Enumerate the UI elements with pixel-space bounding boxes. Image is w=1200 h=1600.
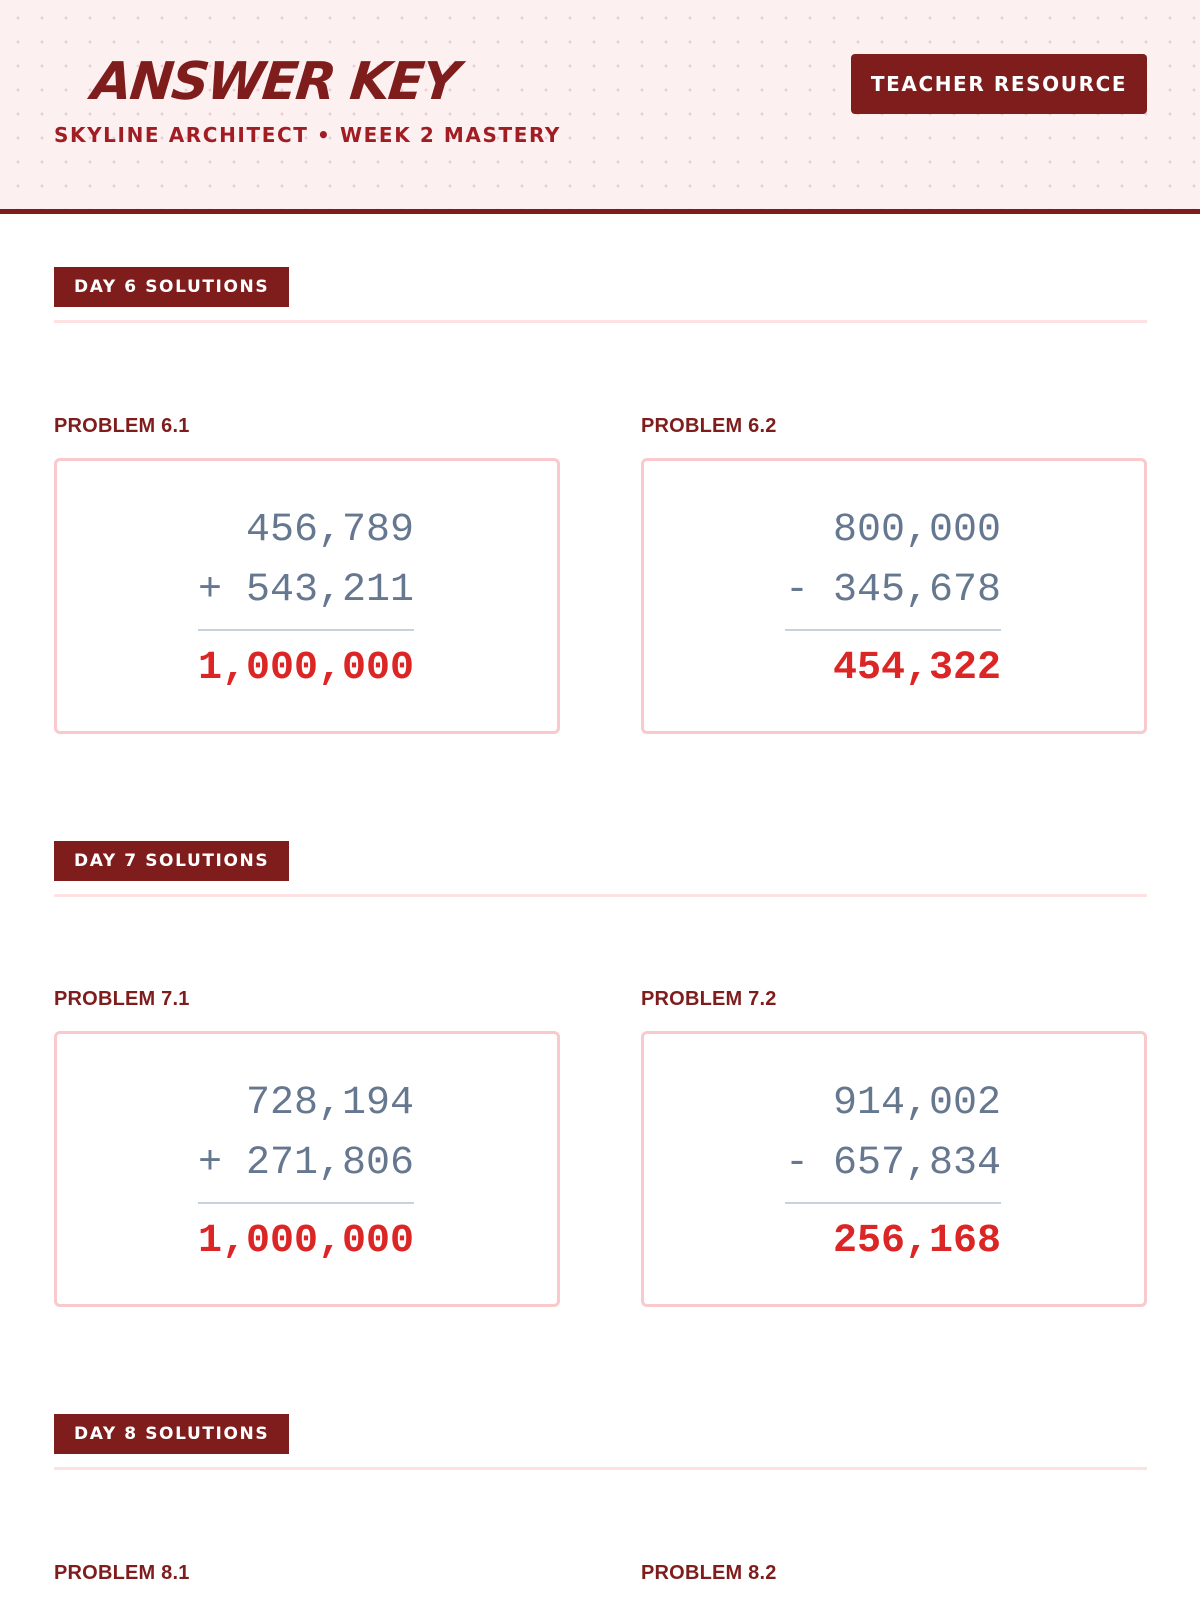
operator: - [785, 568, 810, 613]
bottom-operand: 543,211 [245, 568, 414, 613]
answer: 1,000,000 [198, 1219, 415, 1264]
bottom-operand: 271,806 [245, 1141, 414, 1186]
top-operand: 728,194 [245, 1081, 414, 1126]
answer: 454,322 [832, 646, 1001, 691]
teacher-resource-badge: TEACHER RESOURCE [851, 54, 1147, 114]
top-operand-row [785, 501, 1001, 561]
operator: - [785, 1141, 810, 1186]
problem-6-1-card [54, 458, 560, 734]
difference-line [785, 629, 1001, 631]
problem-6-1-label: PROBLEM 6.1 [54, 415, 190, 437]
day-6-divider [54, 320, 1147, 323]
bottom-operand-row [198, 1134, 414, 1194]
answer: 256,168 [832, 1219, 1001, 1264]
problem-7-2-arithmetic [785, 1074, 1001, 1266]
problem-7-1-card [54, 1031, 560, 1307]
problem-7-1-arithmetic [198, 1074, 414, 1266]
problem-7-1-label: PROBLEM 7.1 [54, 988, 190, 1010]
top-operand: 800,000 [832, 508, 1001, 553]
bottom-operand: 345,678 [832, 568, 1001, 613]
header [0, 0, 1200, 214]
day-7-label: DAY 7 SOLUTIONS [54, 841, 289, 881]
day-8-divider [54, 1467, 1147, 1470]
problem-8-2-label: PROBLEM 8.2 [641, 1562, 777, 1584]
operator: + [198, 568, 223, 613]
bottom-operand-row [198, 561, 414, 621]
bottom-operand-row [785, 1134, 1001, 1194]
day-6-label: DAY 6 SOLUTIONS [54, 267, 289, 307]
top-operand-row [198, 501, 414, 561]
problem-6-1-arithmetic [198, 501, 414, 693]
problem-7-2-label: PROBLEM 7.2 [641, 988, 777, 1010]
sum-line [198, 629, 414, 631]
problem-8-1-label: PROBLEM 8.1 [54, 1562, 190, 1584]
top-operand: 456,789 [245, 508, 414, 553]
difference-line [785, 1202, 1001, 1204]
top-operand-row [785, 1074, 1001, 1134]
problem-7-2-card [641, 1031, 1147, 1307]
problem-6-2-arithmetic [785, 501, 1001, 693]
problem-6-2-label: PROBLEM 6.2 [641, 415, 777, 437]
bottom-operand-row [785, 561, 1001, 621]
operator: + [198, 1141, 223, 1186]
problem-6-2-card [641, 458, 1147, 734]
sum-line [198, 1202, 414, 1204]
answer: 1,000,000 [198, 646, 415, 691]
top-operand-row [198, 1074, 414, 1134]
bottom-operand: 657,834 [832, 1141, 1001, 1186]
day-7-divider [54, 894, 1147, 897]
page-title: ANSWER KEY [88, 52, 461, 112]
day-8-label: DAY 8 SOLUTIONS [54, 1414, 289, 1454]
top-operand: 914,002 [832, 1081, 1001, 1126]
page-subtitle: SKYLINE ARCHITECT • WEEK 2 MASTERY [54, 123, 562, 147]
